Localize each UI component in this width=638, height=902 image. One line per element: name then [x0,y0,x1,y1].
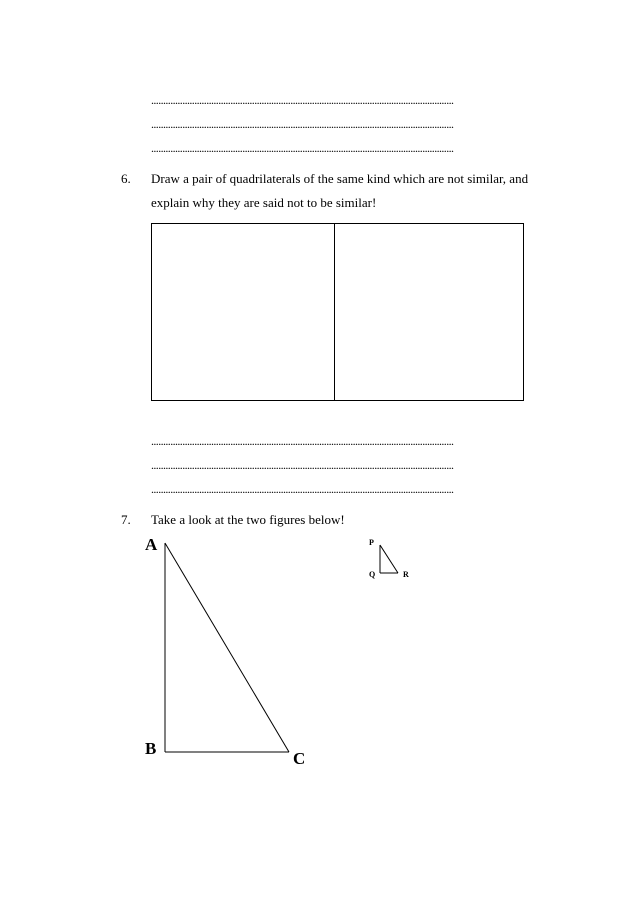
vertex-label-c: C [293,749,306,768]
question-6-text-line-2: explain why they are said not to be similar! [151,195,377,210]
question-6-number: 6. [121,171,131,186]
answer-line-top-1[interactable]: .............................................................................................................................. [151,93,454,107]
question-6-text-line-1: Draw a pair of quadrilaterals of the same kind which are not similar, and [151,171,529,186]
vertex-label-r: R [403,570,409,579]
answer-line-top-2[interactable]: .............................................................................................................................. [151,117,454,131]
vertex-label-b: B [145,739,157,758]
triangle-pqr [369,538,409,579]
question-7-number: 7. [121,512,131,527]
answer-line-q6-3[interactable]: .............................................................................................................................. [151,482,454,496]
answer-line-q6-1[interactable]: .............................................................................................................................. [151,434,454,448]
question-7-text: Take a look at the two figures below! [151,512,345,527]
vertex-label-a: A [145,535,158,554]
vertex-label-q: Q [369,570,376,579]
vertex-label-p: P [369,538,374,547]
answer-line-q6-2[interactable]: .............................................................................................................................. [151,458,454,472]
triangle-abc [145,535,305,768]
answer-line-top-3[interactable]: .............................................................................................................................. [151,141,454,155]
